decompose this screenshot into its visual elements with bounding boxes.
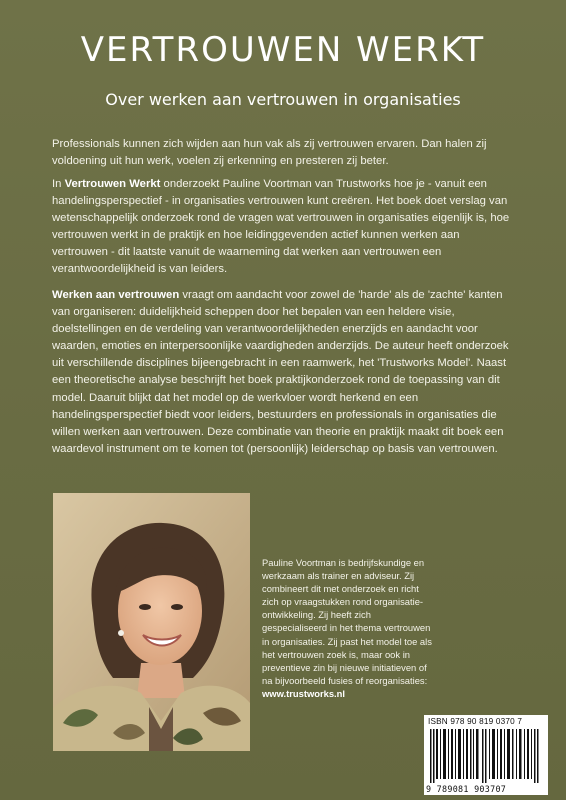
book-subtitle: Over werken aan vertrouwen in organisaties <box>105 90 461 109</box>
author-portrait-image <box>53 493 250 751</box>
website-link[interactable]: www.trustworks.nl <box>262 687 345 699</box>
barcode-digits: 9 789081 903707 <box>426 784 507 794</box>
method-paragraph <box>52 287 514 458</box>
author-bio <box>262 556 432 700</box>
bio-text: Pauline Voortman is bedrijfskundige en werkzaam als trainer en adviseur. Zij combineert dit met onderzoek en richt zich op vraagstukken rond organisatie-ontwikkeling. Zij heeft zich gespecialiseerd in het thema vertrouwen in organisaties. Zij past het model toe als het vertrouwen zoek is, maar ook in preventieve zin bij nieuwe initiatieven of na bijvoorbeeld fusies of reorganisaties: <box>262 557 432 686</box>
author-photo <box>53 493 250 751</box>
book-name-bold: Vertrouwen Werkt <box>64 178 161 190</box>
description-paragraph <box>52 176 514 279</box>
isbn-label: ISBN 978 90 819 0370 7 <box>428 717 523 726</box>
barcode-icon <box>430 729 542 783</box>
paragraph-text: vraagt om aandacht voor zowel de 'harde' als de 'zachte' kanten van organiseren: duidelijkheid scheppen door het bepalen van een heldere visie, doelstellingen en de verdeling van verantwoordelijkheden enerzijds en aandacht voor waarden, emoties en interpersoonlijke vaardigheden anderzijds. De auteur heeft onderzoek uit verschillende disciplines bijeengebracht in een raamwerk, het 'Trustworks Model'. Naast een theoretische analyse beschrijft het boek praktijkonderzoek rond de toepassing van dit model. Daaruit blijkt dat het model op de werkvloer wordt herkend en een handelingsperspectief biedt voor leiders, bestuurders en professionals in organisaties die willen werken aan vertrouwen. Deze combinatie van theorie en praktijk maakt dit boek een waardevol instrument om te komen tot (persoonlijk) leiderschap op basis van vertrouwen. <box>52 289 509 455</box>
topic-bold: Werken aan vertrouwen <box>52 289 180 301</box>
barcode-panel <box>424 715 548 795</box>
paragraph-prefix: In <box>52 178 65 190</box>
paragraph-text: onderzoekt Pauline Voortman van Trustworks hoe je - vanuit een handelingsperspectief - in organisaties vertrouwen kunt creëren. Het boek doet verslag van wetenschappelijk onderzoek rond de vragen wat vertrouwen in organisaties eigenlijk is, hoe vertrouwen werkt in de praktijk en hoe leidinggevenden actief kunnen werken aan vertrouwen - dit laatste vanuit de waarneming dat werken aan vertrouwen een verantwoordelijkheid is van leiders. <box>52 178 510 276</box>
book-title: VERTROUWEN WERKT <box>80 30 486 70</box>
intro-paragraph: Professionals kunnen zich wijden aan hun vak als zij vertrouwen ervaren. Dan halen zij voldoening uit hun werk, voelen zij erkenning en presteren zij beter. <box>52 138 487 168</box>
